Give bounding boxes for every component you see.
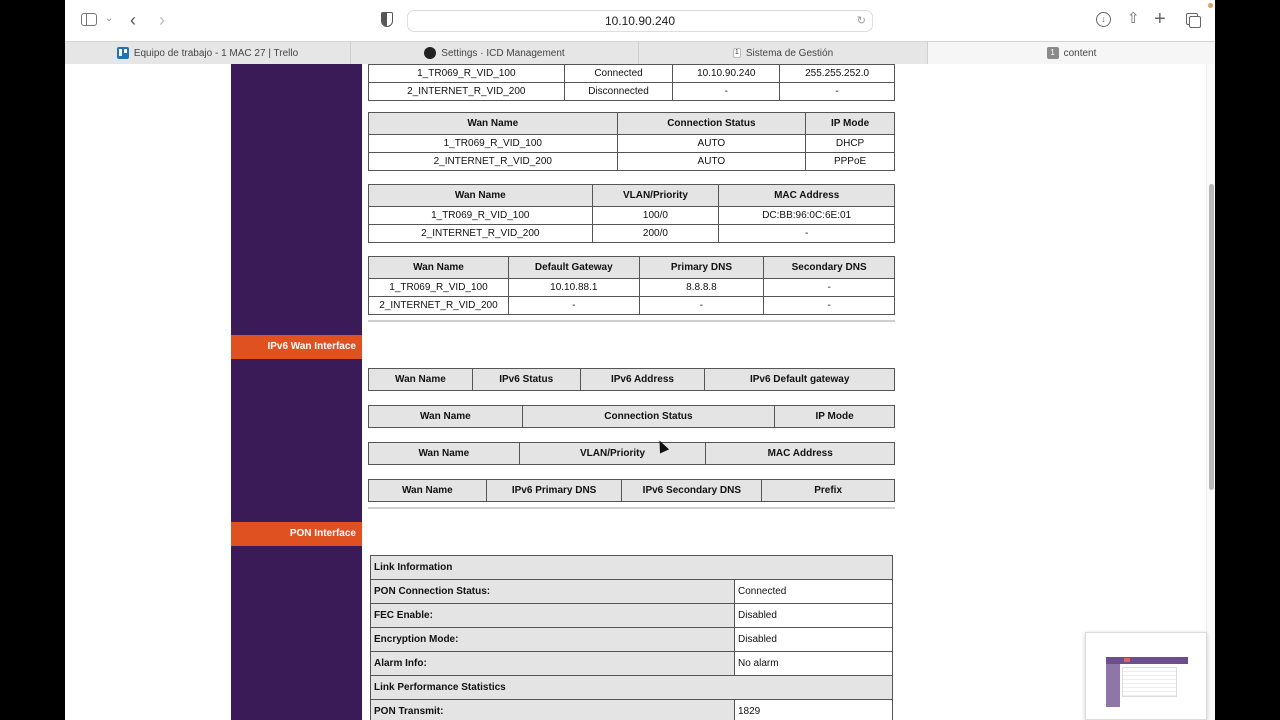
pon-connection-status-label: PON Connection Status: [371, 580, 735, 604]
chevron-down-icon[interactable]: ⌄ [105, 13, 114, 24]
table-row [371, 628, 893, 652]
fec-enable-value: Disabled [735, 604, 893, 628]
pon-transmit-value: 1829 [735, 700, 893, 720]
scrollbar-thumb[interactable] [1209, 184, 1214, 490]
side-navigation [231, 64, 362, 720]
ipv6-vlan-table [368, 442, 895, 465]
wan-name-cell: 1_TR069_R_VID_100 [369, 207, 593, 225]
tab-label: Sistema de Gestión [745, 47, 834, 59]
privacy-shield-icon[interactable] [381, 12, 393, 27]
pon-connection-status-value: Connected [735, 580, 893, 604]
page-icon: 1 [733, 48, 741, 58]
fec-enable-label: FEC Enable: [371, 604, 735, 628]
thumbnail-image [1106, 649, 1188, 707]
column-header: Wan Name [369, 185, 593, 207]
column-header: IPv6 Primary DNS [486, 480, 622, 502]
section-header-row [371, 676, 893, 700]
table-row [371, 700, 893, 720]
ip-address-cell: 10.10.90.240 [673, 65, 780, 83]
subnet-mask-cell: 255.255.252.0 [780, 65, 895, 83]
forward-arrow-icon[interactable]: › [159, 10, 165, 30]
connection-status-cell: AUTO [617, 153, 806, 171]
mac-address-cell: - [719, 225, 895, 243]
back-arrow-icon[interactable]: ‹ [130, 10, 136, 30]
secondary-dns-cell: - [764, 279, 895, 297]
column-header: VLAN/Priority [592, 185, 719, 207]
column-header: Wan Name [369, 257, 509, 279]
ipv4-mode-table [368, 112, 895, 171]
wan-name-cell: 2_INTERNET_R_VID_200 [369, 297, 509, 315]
column-header: IPv6 Status [472, 369, 580, 391]
reload-icon[interactable]: ↻ [856, 15, 866, 27]
alarm-info-value: No alarm [735, 652, 893, 676]
tab-bar [65, 41, 1215, 64]
ipv6-status-table [368, 368, 895, 391]
primary-dns-cell: - [639, 297, 764, 315]
default-gateway-cell: - [508, 297, 639, 315]
column-header: Connection Status [522, 406, 775, 428]
column-header: Default Gateway [508, 257, 639, 279]
column-header: IPv6 Address [580, 369, 705, 391]
primary-dns-cell: 8.8.8.8 [639, 279, 764, 297]
recording-indicator-dot [1208, 3, 1213, 8]
column-header: Connection Status [617, 113, 806, 135]
trello-icon [117, 47, 129, 59]
sidebar-item-ipv6-wan-interface[interactable]: IPv6 Wan Interface [231, 335, 362, 359]
table-row [369, 65, 895, 83]
wan-name-cell: 1_TR069_R_VID_100 [369, 65, 565, 83]
wan-name-cell: 2_INTERNET_R_VID_200 [369, 83, 565, 101]
column-header: Secondary DNS [764, 257, 895, 279]
link-information-title: Link Information [371, 556, 893, 580]
ipv4-status-table [368, 64, 895, 101]
alarm-info-label: Alarm Info: [371, 652, 735, 676]
table-row [369, 207, 895, 225]
vlan-priority-cell: 100/0 [592, 207, 719, 225]
ip-address-cell: - [673, 83, 780, 101]
column-header: IP Mode [806, 113, 895, 135]
new-tab-icon[interactable]: + [1154, 8, 1166, 30]
column-header: VLAN/Priority [519, 443, 706, 465]
section-divider [368, 507, 895, 509]
section-divider [368, 320, 895, 322]
ipv6-mode-table [368, 405, 895, 428]
subnet-mask-cell: - [780, 83, 895, 101]
column-header: IPv6 Default gateway [705, 369, 895, 391]
column-header: Primary DNS [639, 257, 764, 279]
ipv6-dns-table [368, 479, 895, 502]
ip-mode-cell: DHCP [806, 135, 895, 153]
page-content [65, 64, 1215, 720]
tab-trello[interactable] [65, 42, 351, 64]
page-scrollbar[interactable] [1206, 64, 1215, 720]
column-header: MAC Address [719, 185, 895, 207]
tab-content[interactable] [928, 42, 1215, 64]
table-row [369, 297, 895, 315]
thumbnail-accent [1124, 658, 1130, 662]
table-header-row [369, 185, 895, 207]
table-row [369, 225, 895, 243]
address-bar[interactable] [407, 10, 873, 32]
link-performance-title: Link Performance Statistics [371, 676, 893, 700]
wan-name-cell: 1_TR069_R_VID_100 [369, 279, 509, 297]
table-row [369, 279, 895, 297]
column-header: Wan Name [369, 480, 487, 502]
thumbnail-header [1106, 657, 1188, 664]
tab-sistema-gestion[interactable] [639, 42, 928, 64]
status-cell: Disconnected [564, 83, 673, 101]
tab-label: Equipo de trabajo - 1 MAC 27 | Trello [133, 47, 299, 59]
table-header-row [369, 369, 895, 391]
download-icon[interactable]: ↓ [1096, 12, 1111, 27]
connection-status-cell: AUTO [617, 135, 806, 153]
column-header: Wan Name [369, 113, 618, 135]
encryption-mode-label: Encryption Mode: [371, 628, 735, 652]
table-row [371, 652, 893, 676]
table-row [371, 604, 893, 628]
wan-name-cell: 2_INTERNET_R_VID_200 [369, 225, 593, 243]
column-header: Prefix [762, 480, 895, 502]
vlan-priority-cell: 200/0 [592, 225, 719, 243]
pon-info-table [370, 555, 893, 720]
wan-name-cell: 1_TR069_R_VID_100 [369, 135, 618, 153]
table-header-row [369, 443, 895, 465]
table-row [371, 580, 893, 604]
table-row [369, 153, 895, 171]
ipv4-dns-table [368, 256, 895, 315]
tab-label: content [1063, 47, 1097, 59]
encryption-mode-value: Disabled [735, 628, 893, 652]
tab-github-settings[interactable] [351, 42, 639, 64]
screenshot-thumbnail-preview[interactable] [1085, 632, 1207, 720]
browser-window [65, 0, 1215, 720]
thumbnail-body [1122, 667, 1177, 697]
table-row [369, 83, 895, 101]
table-header-row [369, 480, 895, 502]
column-header: IPv6 Secondary DNS [622, 480, 762, 502]
sidebar-toggle-icon[interactable] [81, 13, 97, 26]
url-text[interactable]: 10.10.90.240 [604, 14, 676, 28]
table-row [369, 135, 895, 153]
column-header: Wan Name [369, 443, 520, 465]
table-header-row [369, 113, 895, 135]
tab-number-icon: 1 [1047, 47, 1059, 59]
column-header: Wan Name [369, 406, 523, 428]
table-header-row [369, 257, 895, 279]
column-header: MAC Address [706, 443, 895, 465]
tab-overview-icon[interactable] [1186, 13, 1198, 25]
sidebar-item-pon-interface[interactable]: PON Interface [231, 522, 362, 546]
mac-address-cell: DC:BB:96:0C:6E:01 [719, 207, 895, 225]
secondary-dns-cell: - [764, 297, 895, 315]
section-header-row [371, 556, 893, 580]
ip-mode-cell: PPPoE [806, 153, 895, 171]
tab-label: Settings · ICD Management [441, 47, 565, 59]
column-header: IP Mode [775, 406, 895, 428]
thumbnail-sidebar [1106, 664, 1120, 707]
share-icon[interactable]: ⇧ [1127, 10, 1140, 27]
browser-toolbar [65, 0, 1215, 41]
table-header-row [369, 406, 895, 428]
status-cell: Connected [564, 65, 673, 83]
github-icon [424, 47, 436, 59]
pon-transmit-label: PON Transmit: [371, 700, 735, 720]
wan-name-cell: 2_INTERNET_R_VID_200 [369, 153, 618, 171]
default-gateway-cell: 10.10.88.1 [508, 279, 639, 297]
column-header: Wan Name [369, 369, 473, 391]
ipv4-vlan-table [368, 184, 895, 243]
